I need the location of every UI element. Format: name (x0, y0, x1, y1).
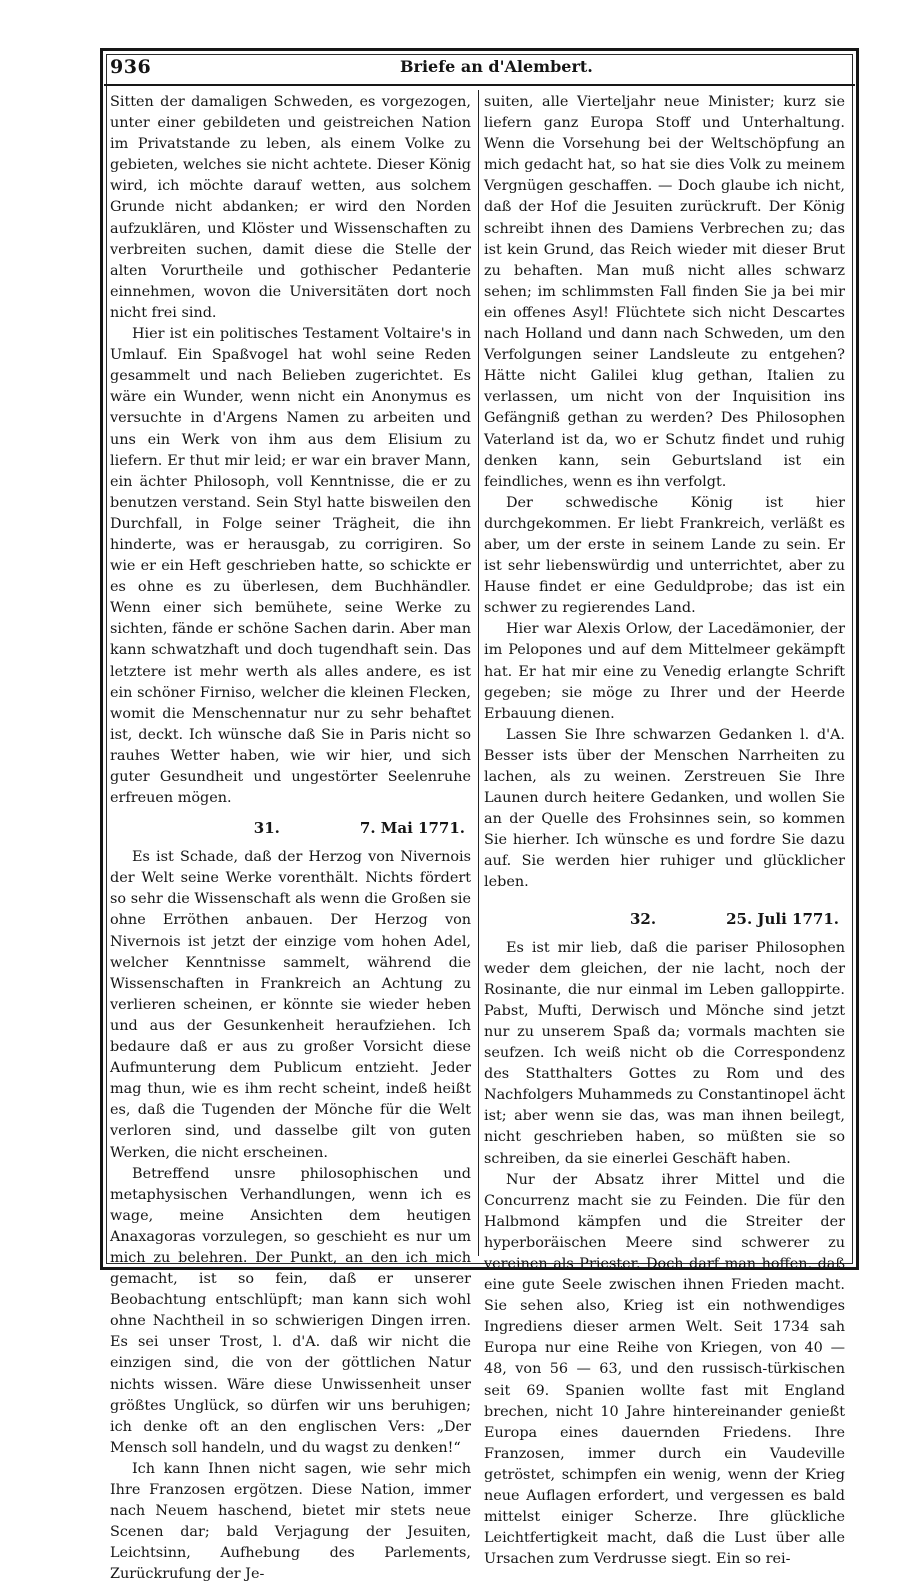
paragraph: Betreffend unsre philosophischen und metaphysischen Verhandlungen, wenn ich es wage, meine Ansichten dem heutigen Anaxagoras vorzulegen, so geschieht es nur um mich zu belehren. Der Punkt, an den ich mich gemacht, ist so fein, daß er unserer Beobachtung entschlüpft; man kann sich wohl ohne Nachtheil in so schwierigen Dingen irren. Es sei unser Trost, l. d'A. daß wir nicht die einzigen sind, die von der göttlichen Natur nichts wissen. Wäre diese Unwissenheit unser größtes Unglück, so dürfen wir uns beruhigen; ich denke oft an den englischen Vers: „Der Mensch soll handeln, und du wagst zu denken!“ (110, 1165, 471, 1456)
letter-heading (484, 908, 845, 930)
paragraph: Es ist mir lieb, daß die pariser Philosophen weder dem gleichen, der nie lacht, noch der Rosinante, die nur einmal im Leben galloppirte. Pabst, Mufti, Derwisch und Mönche sind jetzt nur zu unserem Spaß da; vormals machten sie seufzen. Ich weiß nicht ob die Correspondenz des Statthalters Gottes zu Rom und des Nachfolgers Muhammeds zu Constantinopel ächt ist; aber wenn sie das, was man ihnen beilegt, nicht geschrieben haben, so müßten sie so schreiben, da sie einerlei Geschäft haben. (484, 939, 845, 1167)
running-title: Briefe an d'Alembert. (400, 57, 593, 76)
left-column (110, 92, 471, 1583)
paragraph: Hier war Alexis Orlow, der Lacedämonier, der im Pelopones und auf dem Mittelmeer gekämpft hat. Er hat mir eine zu Venedig erlangte Schrift gegeben; sie möge zu Ihrer und der Heerde Erbauung dienen. (484, 621, 845, 722)
paragraph: suiten, alle Vierteljahr neue Minister; kurz sie liefern ganz Europa Stoff und Unterhaltung. Wenn die Vorsehung bei der Weltschöpfung an mich gedacht hat, so hat sie dies Volk zu meinem Vergnügen geschaffen. — Doch glaube ich nicht, daß der Hof die Jesuiten zurückruft. Der König schreibt ihnen des Damiens Verbrechen zu; das ist kein Grund, das Reich wieder mit dieser Brut zu behaften. Man muß nicht alles schwarz sehen; im schlimmsten Fall finden Sie ja bei mir ein offenes Asyl! Flüchtete sich nicht Descartes nach Holland und dann nach Schweden, um den Verfolgungen seiner Landsleute zu entgehen? Hätte nicht Galilei klug gethan, Italien zu verlassen, um nicht von der Inquisition ins Gefängniß gethan zu werden? Des Philosophen Vaterland ist da, wo er Schutz findet und ruhig denken kann, sein Geburtsland ist ein feindliches, wenn es ihn verfolgt. (484, 94, 845, 490)
header-rule (104, 84, 855, 86)
paragraph: Es ist Schade, daß der Herzog von Nivernois der Welt seine Werke vorenthält. Nichts fördert so sehr die Wissenschaft als wenn die Großen sie ohne Erröthen anbauen. Der Herzog von Nivernois ist jetzt der einzige vom hohen Adel, welcher Kenntnisse sammelt, während die Wissenschaften in Frankreich an Achtung zu verlieren scheinen, er könnte sie wieder heben und aus der Gesunkenheit heraufziehen. Ich bedaure daß er aus zu großer Vorsicht diese Aufmunterung dem Publicum entzieht. Jeder mag thun, wie es ihm recht scheint, indeß heißt es, daß die Tugenden der Mönche für die Welt verloren sind, und dasselbe gilt von guten Werken, die nicht erscheinen. (110, 849, 471, 1161)
paragraph: Sitten der damaligen Schweden, es vorgezogen, unter einer gebildeten und geistreichen Nation im Privatstande zu leben, als einem Volke zu gebieten, welches sie nicht achtete. Dieser König wird, ich möchte darauf wetten, aus solchem Grunde nicht abdanken; er wird den Norden aufzuklären, und Klöster und Wissenschaften zu verbreiten suchen, damit diese die Stelle der alten Vorurtheile und gothischer Pedanterie einnehmen, wovon die Universitäten dort noch nicht frei sind. (110, 94, 471, 321)
right-column (484, 92, 845, 1568)
paragraph: Der schwedische König ist hier durchgekommen. Er liebt Frankreich, verläßt es aber, um der erste in seinem Lande zu sein. Er ist sehr liebenswürdig und unterrichtet, aber zu Hause findet er eine Geduldprobe; das ist ein schwer zu regierendes Land. (484, 494, 845, 617)
letter-number: 31. (253, 819, 280, 838)
column-divider (478, 90, 479, 1256)
paragraph: Nur der Absatz ihrer Mittel und die Concurrenz macht sie zu Feinden. Die für den Halbmond kämpfen und die Streiter der hyperboräischen Meere sind schwerer zu vereinen als Priester. Doch darf man hoffen, daß eine gute Seele zwischen ihnen Frieden macht. Sie sehen also, Krieg ist ein nothwendiges Ingrediens dieser armen Welt. Seit 1734 sah Europa nur eine Reihe von Kriegen, von 40 — 48, von 56 — 63, und den russisch-türkischen seit 69. Spanien wollte fast mit England brechen, nicht 10 Jahre hintereinander genießt Europa eines dauernden Friedens. Ihre Franzosen, immer durch ein Vaudeville getröstet, schimpfen ein wenig, wenn der Krieg neue Auflagen erfordert, und vergessen es bald mittelst einiger Scherze. Ihre glückliche Leichtfertigkeit macht, daß die Lust über alle Ursachen zum Verdrusse siegt. Ein so rei- (484, 1171, 845, 1568)
paragraph: Lassen Sie Ihre schwarzen Gedanken l. d'A. Besser ists über der Menschen Narrheiten zu lachen, als zu weinen. Zerstreuen Sie Ihre Launen durch heitere Gedanken, und wollen Sie an der Quelle des Frohsinnes sein, so kommen Sie hierher. Ich wünsche es und fordre Sie dazu auf. Sie werden hier ruhiger und glücklicher leben. (484, 726, 845, 891)
page-number: 936 (110, 56, 152, 78)
letter-heading (110, 817, 471, 839)
letter-number: 32. (629, 909, 657, 928)
paragraph: Ich kann Ihnen nicht sagen, wie sehr mich Ihre Franzosen ergötzen. Diese Nation, immer nach Neuem haschend, bietet mir stets neue Scenen dar; bald Verjagung der Jesuiten, Leichtsinn, Aufhebung des Parlements, Zurückrufung der Je- (110, 1460, 471, 1583)
letter-date: 25. Juli 1771. (726, 909, 839, 928)
letter-date: 7. Mai 1771. (359, 819, 465, 838)
paragraph: Hier ist ein politisches Testament Voltaire's in Umlauf. Ein Spaßvogel hat wohl seine Reden gesammelt und nach Belieben zugerichtet. Es wäre ein Wunder, wenn nicht ein Anonymus es versuchte in d'Argens Namen zu arbeiten und uns ein Werk von ihm aus dem Elisium zu liefern. Er thut mir leid; er war ein braver Mann, ein ächter Philosoph, voll Kenntnisse, die er zu benutzen verstand. Sein Styl hatte bisweilen den Durchfall, in Folge seiner Trägheit, die ihn hinderte, was er herausgab, zu corrigiren. So wie er ein Heft geschrieben hatte, so schickte er es ohne es zu überlesen, dem Buchhändler. Wenn einer sich bemühete, seine Werke zu sichten, fände er schöne Sachen darin. Aber man kann schwatzhaft und doch tugendhaft sein. Das letztere ist mehr werth als alles andere, es ist ein schöner Firniso, welcher die kleinen Flecken, womit die Menschennatur nur zu sehr behaftet ist, deckt. Ich wünsche daß Sie in Paris nicht so rauhes Wetter haben, wie wir hier, und sich guter Gesundheit und ungestörter Seelenruhe erfreuen mögen. (110, 326, 471, 807)
